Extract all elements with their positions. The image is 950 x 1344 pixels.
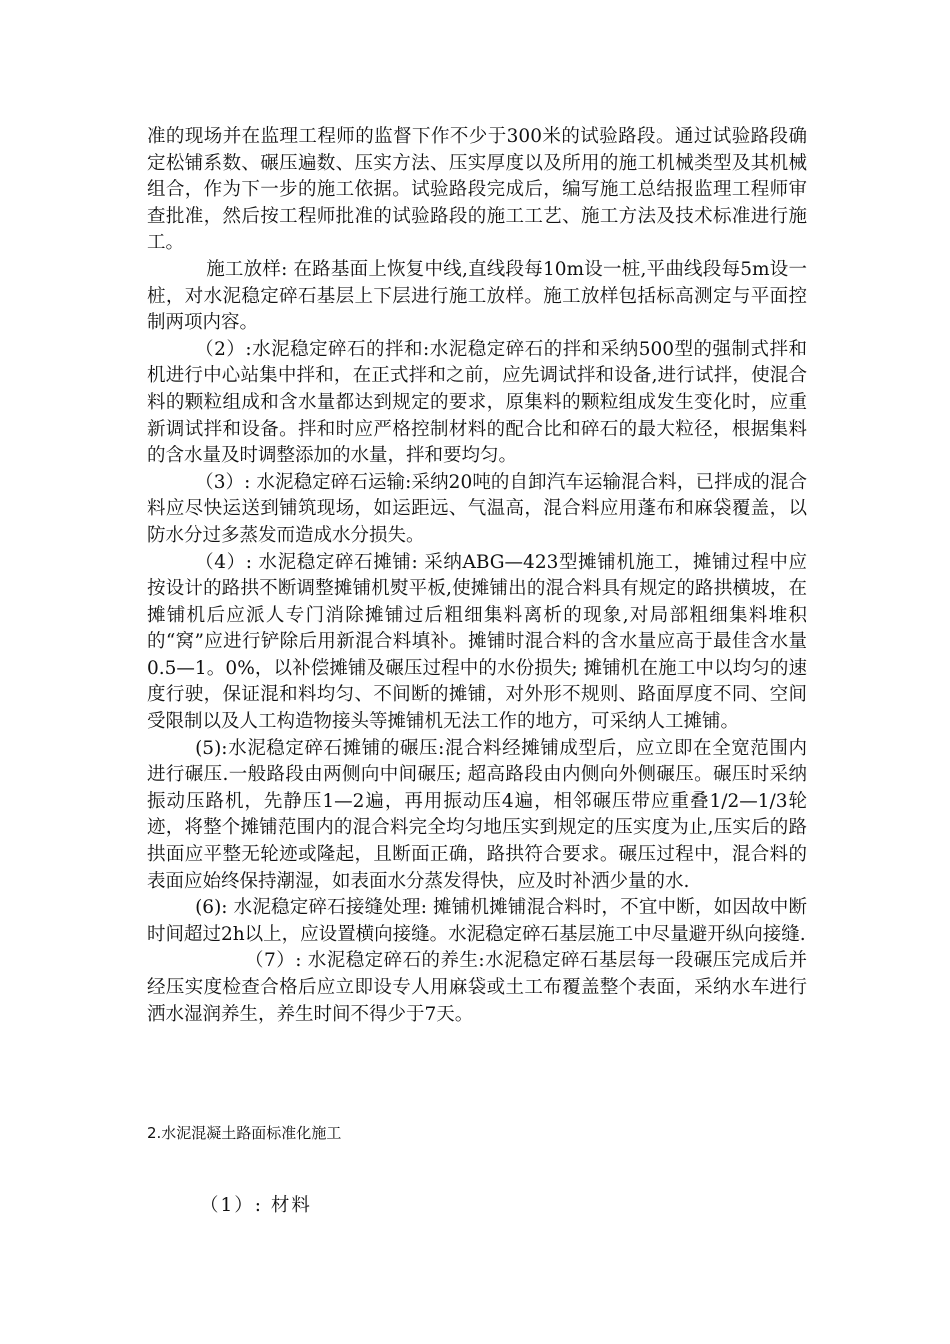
paragraph-construction-layout: 施工放样: 在路基面上恢复中线,直线段每10m设一桩,平曲线段每5m设一桩，对水泥稳定碎石基层上下层进行施工放样。施工放样包括标高测定与平面控制两项内容。: [147, 258, 807, 334]
paragraph-transport: （3）: 水泥稳定碎石运输:采纳20吨的自卸汽车运输混合料，已拌成的混合料应尽快运送到铺筑现场，如运距远、气温高，混合料应用蓬布和麻袋覆盖，以防水分过多蒸发而造成水分损失。: [147, 471, 807, 546]
section-heading: 2.水泥混凝土路面标准化施工: [147, 1124, 342, 1142]
paragraph-test-section: 准的现场并在监理工程师的监督下作不少于300米的试验路段。通过试验路段确定松铺系数、碾压遍数、压实方法、压实厚度以及所用的施工机械类型及其机械组合，作为下一步的施工依据。试验路段完成后，编写施工总结报监理工程师审查批准，然后按工程师批准的试验路段的施工工艺、施工方法及技术标准进行施工。: [147, 126, 807, 254]
paragraph-compaction: (5):水泥稳定碎石摊铺的碾压:混合料经摊铺成型后，应立即在全宽范围内进行碾压.一般路段由两侧向中间碾压; 超高路段由内侧向外侧碾压。碾压时采纳振动压路机，先静压1—2遍，再用振动压4遍，相邻碾压带应重叠1/2—1/3轮迹，将整个摊铺范围内的混合料完全均匀地压实到规定的压实度为止,压实后的路拱面应平整无轮迹或隆起，且断面正确，路拱符合要求。碾压过程中，混合料的表面应始终保持潮湿，如表面水分蒸发得快，应及时补洒少量的水.: [147, 737, 807, 892]
paragraph-mixing: （2）:水泥稳定碎石的拌和:水泥稳定碎石的拌和采纳500型的强制式拌和机进行中心站集中拌和，在正式拌和之前，应先调试拌和设备,进行试拌，使混合料的颗粒组成和含水量都达到规定的要求，原集料的颗粒组成发生变化时，应重新调试拌和设备。拌和时应严格控制材料的配合比和碎石的最大粒径，根据集料的含水量及时调整添加的水量，拌和要均匀。: [147, 338, 807, 467]
paragraph-curing: （7）: 水泥稳定碎石的养生:水泥稳定碎石基层每一段碾压完成后并经压实度检查合格后应立即设专人用麻袋或土工布覆盖整个表面，采纳水车进行洒水湿润养生，养生时间不得少于7天。: [147, 950, 807, 1025]
paragraph-joint-treatment: (6): 水泥稳定碎石接缝处理: 摊铺机摊铺混合料时，不宜中断，如因故中断时间超过2h以上，应设置横向接缝。水泥稳定碎石基层施工中尽量避开纵向接缝.: [147, 897, 807, 945]
document-body: [147, 124, 807, 1028]
subheading-materials: （1）: 材料: [200, 1195, 312, 1216]
paragraph-paving: （4）: 水泥稳定碎石摊铺: 采纳ABG—423型摊铺机施工，摊铺过程中应按设计的路拱不断调整摊铺机熨平板,使摊铺出的混合料具有规定的路拱横坡，在摊铺机后应派人专门消除摊铺过后粗细集料离析的现象,对局部粗细集料堆积的“窝”应进行铲除后用新混合料填补。摊铺时混合料的含水量应高于最佳含水量0.5—1。0%，以补偿摊铺及碾压过程中的水份损失; 摊铺机在施工中以均匀的速度行驶，保证混和料均匀、不间断的摊铺，对外形不规则、路面厚度不同、空间受限制以及人工构造物接头等摊铺机无法工作的地方，可采纳人工摊铺。: [147, 551, 807, 733]
